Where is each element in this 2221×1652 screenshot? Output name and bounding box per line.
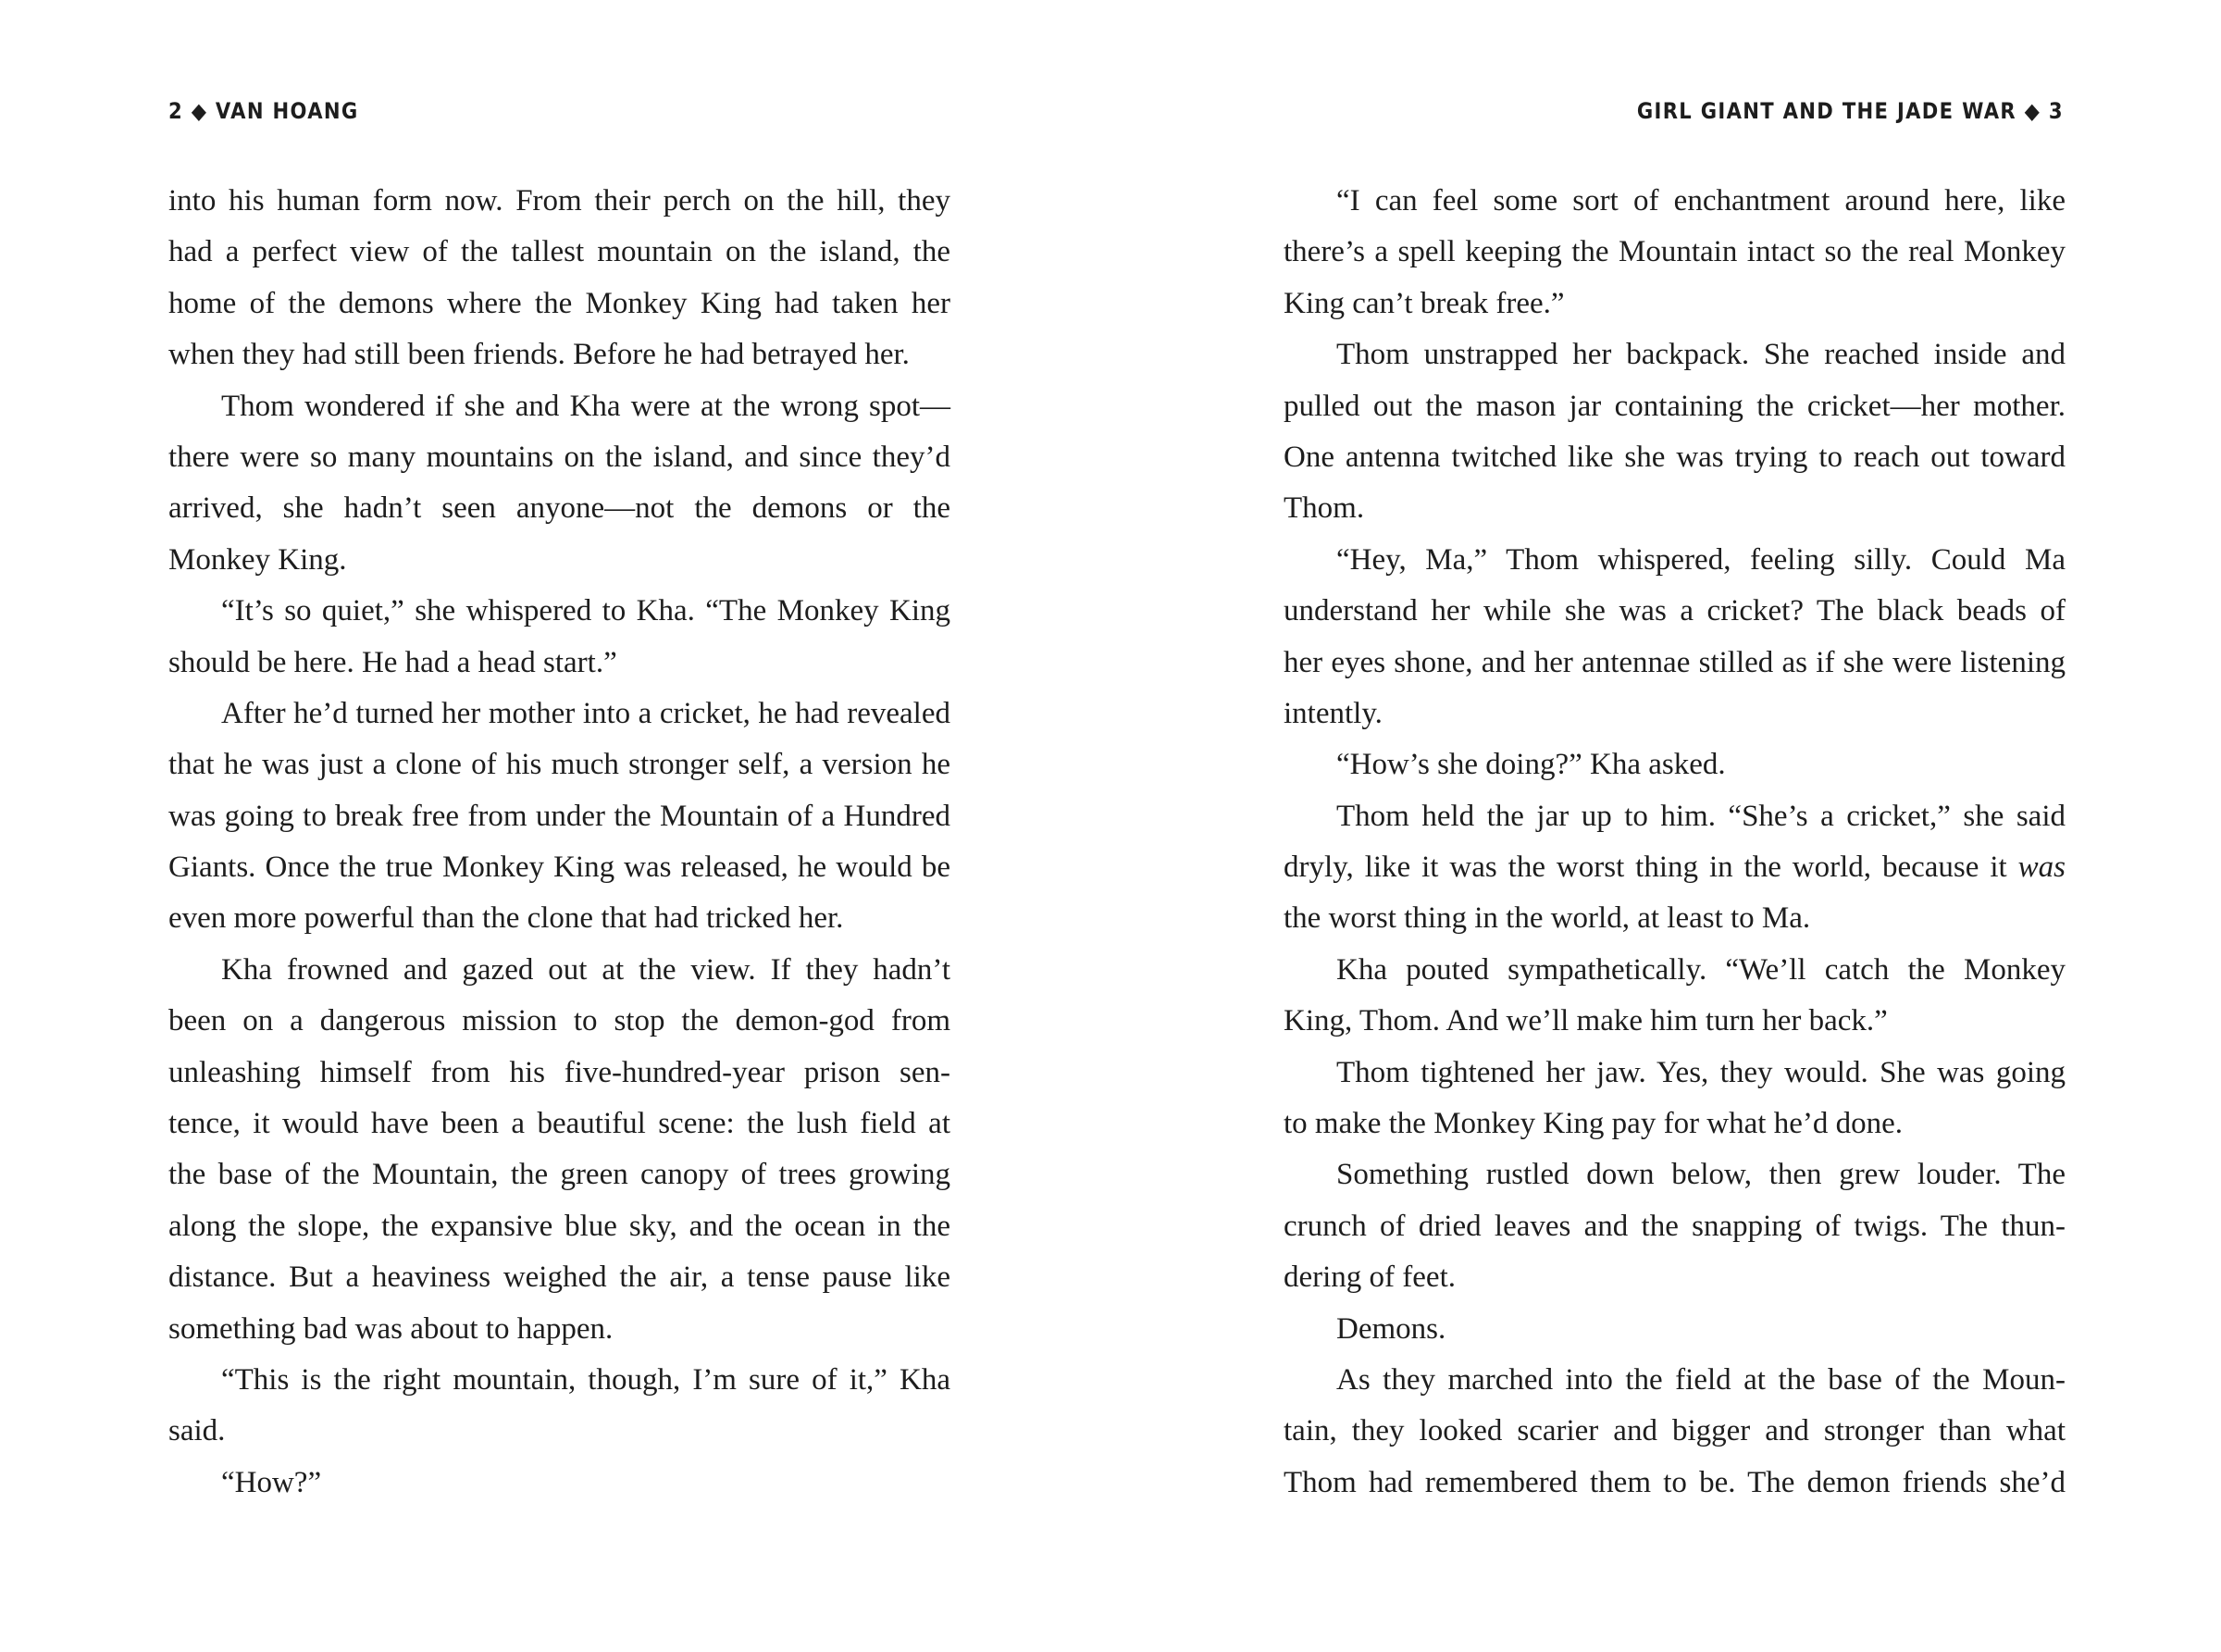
text-line (1284, 791, 2066, 842)
line-text: “I can feel some sort of enchantment around here, like (1336, 184, 2066, 217)
text-line (1284, 893, 2066, 944)
text-line (1284, 1149, 2066, 1200)
text-line (168, 176, 950, 227)
text-line (1284, 381, 2066, 432)
line-text: said. (168, 1414, 226, 1448)
text-line (168, 432, 950, 483)
text-line (1284, 1048, 2066, 1099)
text-line (168, 739, 950, 790)
text-line (168, 791, 950, 842)
text-line (1284, 1458, 2066, 1509)
text-line (1284, 1355, 2066, 1406)
text-line (168, 689, 950, 739)
italic-word: was (2017, 851, 2066, 885)
line-text: her eyes shone, and her antennae stilled as if she were listening (1284, 645, 2066, 679)
line-text: crunch of dried leaves and the snapping of twigs. The thun- (1284, 1209, 2066, 1243)
text-line (1284, 945, 2066, 996)
text-line (168, 638, 950, 689)
text-line (168, 483, 950, 534)
line-text: dryly, like it was the worst thing in the world, because it (1284, 851, 2018, 885)
line-text: Thom. (1284, 491, 1365, 526)
text-line (1284, 1406, 2066, 1457)
text-line (1284, 689, 2066, 739)
text-line (168, 1201, 950, 1252)
line-text: “It’s so quiet,” she whispered to Kha. “The Monkey King (221, 594, 950, 628)
text-line (1284, 586, 2066, 637)
left-page-body (168, 176, 950, 1509)
line-text: One antenna twitched like she was trying to reach out toward (1284, 440, 2066, 474)
line-text: had a perfect view of the tallest mountain on the island, the (168, 235, 950, 269)
text-line (1284, 638, 2066, 689)
line-text: As they marched into the field at the base of the Moun- (1336, 1362, 2066, 1397)
line-text: Kha frowned and gazed out at the view. If they hadn’t (221, 952, 950, 987)
text-line (1284, 227, 2066, 278)
line-text: Thom unstrapped her backpack. She reached inside and (1336, 338, 2066, 372)
line-text: pulled out the mason jar containing the cricket—her mother. (1284, 389, 2066, 423)
text-line (168, 586, 950, 637)
line-text: tence, it would have been a beautiful scene: the lush field at (168, 1107, 950, 1141)
line-text: Thom held the jar up to him. “She’s a cricket,” she said (1336, 799, 2066, 833)
line-text: something bad was about to happen. (168, 1311, 614, 1346)
line-text: arrived, she hadn’t seen anyone—not the demons or the (168, 491, 950, 526)
text-line (168, 945, 950, 996)
text-line (168, 893, 950, 944)
text-line (168, 996, 950, 1047)
line-text: Thom wondered if she and Kha were at the wrong spot— (221, 389, 950, 423)
text-line (1284, 176, 2066, 227)
line-text: distance. But a heaviness weighed the air, a tense pause like (168, 1261, 950, 1295)
line-text: should be here. He had a head start.” (168, 645, 617, 679)
line-text: along the slope, the expansive blue sky, and the ocean in the (168, 1209, 950, 1243)
text-line (168, 1304, 950, 1355)
text-line (168, 1149, 950, 1200)
line-text: Giants. Once the true Monkey King was released, he would be (168, 851, 950, 885)
line-text: that he was just a clone of his much stronger self, a version he (168, 748, 950, 782)
line-text: was going to break free from under the Mountain of a Hundred (168, 799, 950, 833)
text-line (168, 1406, 950, 1457)
line-text: dering of feet. (1284, 1261, 1456, 1295)
text-line (1284, 535, 2066, 586)
text-line (168, 842, 950, 893)
line-text: Kha pouted sympathetically. “We’ll catch the Monkey (1336, 952, 2066, 987)
line-text: even more powerful than the clone that had tricked her. (168, 901, 844, 936)
running-head-left: 2 ◆ VAN HOANG (168, 98, 359, 124)
text-line (1284, 739, 2066, 790)
line-text: when they had still been friends. Before he had betrayed her. (168, 338, 910, 372)
text-line (168, 1099, 950, 1149)
line-text: “Hey, Ma,” Thom whispered, feeling silly. Could Ma (1336, 542, 2066, 577)
line-text: to make the Monkey King pay for what he’d done. (1284, 1107, 1903, 1141)
line-text: into his human form now. From their perch on the hill, they (168, 184, 950, 217)
line-text: Something rustled down below, then grew louder. The (1336, 1158, 2066, 1192)
line-text: “How’s she doing?” Kha asked. (1336, 748, 1726, 782)
text-line (168, 329, 950, 380)
text-line (1284, 1099, 2066, 1149)
line-text: the base of the Mountain, the green canopy of trees growing (168, 1158, 950, 1192)
line-text: there were so many mountains on the island, and since they’d (168, 440, 950, 474)
text-line (1284, 1252, 2066, 1303)
line-text: Thom had remembered them to be. The demon friends she’d (1284, 1465, 2066, 1499)
running-head-right: GIRL GIANT AND THE JADE WAR ◆ 3 (1636, 98, 2064, 124)
text-line (1284, 483, 2066, 534)
text-line (168, 535, 950, 586)
line-text: the worst thing in the world, at least to Ma. (1284, 901, 1811, 936)
text-line (1284, 329, 2066, 380)
text-line (168, 1048, 950, 1099)
line-text: Monkey King. (168, 542, 347, 577)
text-line (1284, 1304, 2066, 1355)
line-text: Demons. (1336, 1311, 1446, 1346)
line-text: unleashing himself from his five-hundred-year prison sen- (168, 1055, 950, 1089)
right-page-body (1284, 176, 2066, 1509)
line-text: home of the demons where the Monkey King had taken her (168, 286, 950, 320)
text-line (168, 279, 950, 329)
text-line (168, 1458, 950, 1509)
line-text: After he’d turned her mother into a cricket, he had revealed (221, 696, 950, 730)
text-line (168, 1252, 950, 1303)
line-text: King, Thom. And we’ll make him turn her back.” (1284, 1004, 1888, 1038)
line-text: understand her while she was a cricket? The black beads of (1284, 594, 2066, 628)
line-text: “This is the right mountain, though, I’m sure of it,” Kha (221, 1362, 950, 1397)
line-text: Thom tightened her jaw. Yes, they would. She was going (1336, 1055, 2066, 1089)
text-line (1284, 1201, 2066, 1252)
text-line (168, 227, 950, 278)
text-line (168, 1355, 950, 1406)
line-text: tain, they looked scarier and bigger and stronger than what (1284, 1414, 2066, 1448)
line-text: intently. (1284, 696, 1383, 730)
text-line (1284, 432, 2066, 483)
text-line (1284, 279, 2066, 329)
text-line (168, 381, 950, 432)
line-text: been on a dangerous mission to stop the demon-god from (168, 1004, 950, 1038)
line-text: there’s a spell keeping the Mountain intact so the real Monkey (1284, 235, 2066, 269)
line-text: “How?” (221, 1465, 322, 1499)
text-line (1284, 842, 2066, 893)
text-line (1284, 996, 2066, 1047)
line-text: King can’t break free.” (1284, 286, 1565, 320)
